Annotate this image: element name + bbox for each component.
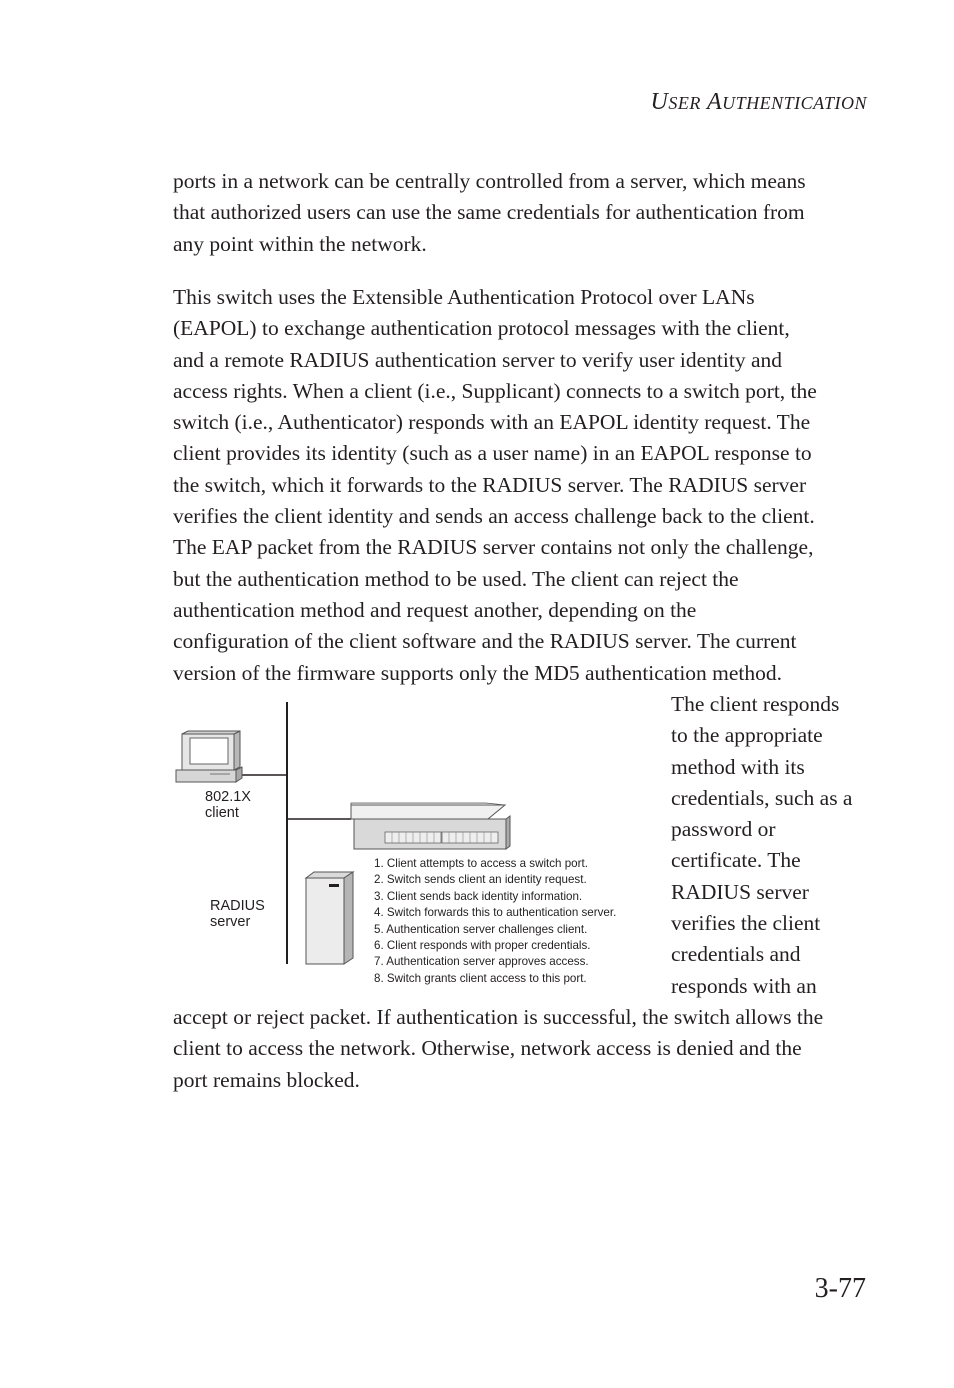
text-line: version of the firmware supports only the MD5 authentication method. bbox=[173, 660, 783, 685]
text-line: authentication method and request another, depending on the bbox=[173, 597, 697, 622]
text-line: port remains blocked. bbox=[173, 1067, 360, 1092]
text-line: RADIUS server bbox=[671, 879, 809, 904]
list-item: 8. Switch grants client access to this port. bbox=[374, 971, 587, 985]
header-smallcaps: UTHENTICATION bbox=[722, 93, 867, 113]
authentication-steps-list bbox=[374, 856, 616, 987]
text-line: access rights. When a client (i.e., Supplicant) connects to a switch port, the bbox=[173, 378, 817, 403]
list-item: 5. Authentication server challenges client. bbox=[374, 922, 588, 936]
text-line: to the appropriate bbox=[671, 723, 823, 748]
text-line: The EAP packet from the RADIUS server contains not only the challenge, bbox=[173, 535, 814, 560]
text-line: and a remote RADIUS authentication server to verify user identity and bbox=[173, 347, 782, 372]
header-initial: A bbox=[706, 89, 723, 115]
header-smallcaps: SER bbox=[668, 93, 701, 113]
server-icon bbox=[306, 872, 353, 964]
computer-icon bbox=[176, 731, 242, 782]
text-line: credentials and bbox=[671, 942, 801, 967]
page-number: 3-77 bbox=[814, 1273, 866, 1304]
list-item: 6. Client responds with proper credentials. bbox=[374, 939, 591, 953]
text-line: ports in a network can be centrally controlled from a server, which means bbox=[173, 169, 806, 193]
switch-icon bbox=[351, 803, 510, 849]
paragraph-result bbox=[173, 1002, 873, 1096]
text-line: client to access the network. Otherwise, network access is denied and the bbox=[173, 1036, 802, 1061]
text-line: certificate. The bbox=[671, 848, 801, 873]
header-initial: U bbox=[650, 89, 669, 115]
radius-server-label bbox=[210, 898, 265, 930]
text-line: configuration of the client software and the RADIUS server. The current bbox=[173, 629, 797, 654]
running-header bbox=[651, 89, 867, 116]
list-item: 3. Client sends back identity information. bbox=[374, 889, 583, 903]
text-line: any point within the network. bbox=[173, 231, 427, 256]
text-line: but the authentication method to be used. The client can reject the bbox=[173, 566, 739, 591]
server-label-line: RADIUS bbox=[210, 898, 265, 914]
text-line: verifies the client identity and sends an access challenge back to the client. bbox=[173, 504, 815, 529]
paragraph-eapol bbox=[173, 282, 873, 689]
paragraph-intro bbox=[173, 166, 873, 260]
text-line: credentials, such as a bbox=[671, 785, 853, 810]
client-label bbox=[205, 789, 251, 821]
text-line: (EAPOL) to exchange authentication protocol messages with the client, bbox=[173, 316, 790, 341]
text-line: password or bbox=[671, 817, 776, 842]
text-line: method with its bbox=[671, 754, 805, 779]
text-line: that authorized users can use the same credentials for authentication from bbox=[173, 200, 805, 225]
text-line: the switch, which it forwards to the RADIUS server. The RADIUS server bbox=[173, 472, 807, 497]
list-item: 1. Client attempts to access a switch port. bbox=[374, 857, 588, 870]
text-line: accept or reject packet. If authentication is successful, the switch allows the bbox=[173, 1005, 824, 1029]
list-item: 7. Authentication server approves access. bbox=[374, 955, 589, 969]
list-item: 4. Switch forwards this to authentication server. bbox=[374, 906, 617, 920]
client-label-line: 802.1X bbox=[205, 789, 251, 805]
text-line: client provides its identity (such as a user name) in an EAPOL response to bbox=[173, 441, 812, 466]
network-diagram bbox=[170, 698, 660, 998]
list-item: 2. Switch sends client an identity request. bbox=[374, 873, 587, 887]
text-line: responds with an bbox=[671, 973, 817, 998]
client-label-line: client bbox=[205, 805, 239, 821]
text-line: verifies the client bbox=[671, 911, 821, 936]
text-line: This switch uses the Extensible Authentication Protocol over LANs bbox=[173, 285, 755, 309]
text-line: The client responds bbox=[671, 692, 840, 716]
text-line: switch (i.e., Authenticator) responds with an EAPOL identity request. The bbox=[173, 410, 811, 435]
paragraph-wrap-around-figure bbox=[671, 689, 852, 1002]
server-label-line: server bbox=[210, 914, 251, 930]
